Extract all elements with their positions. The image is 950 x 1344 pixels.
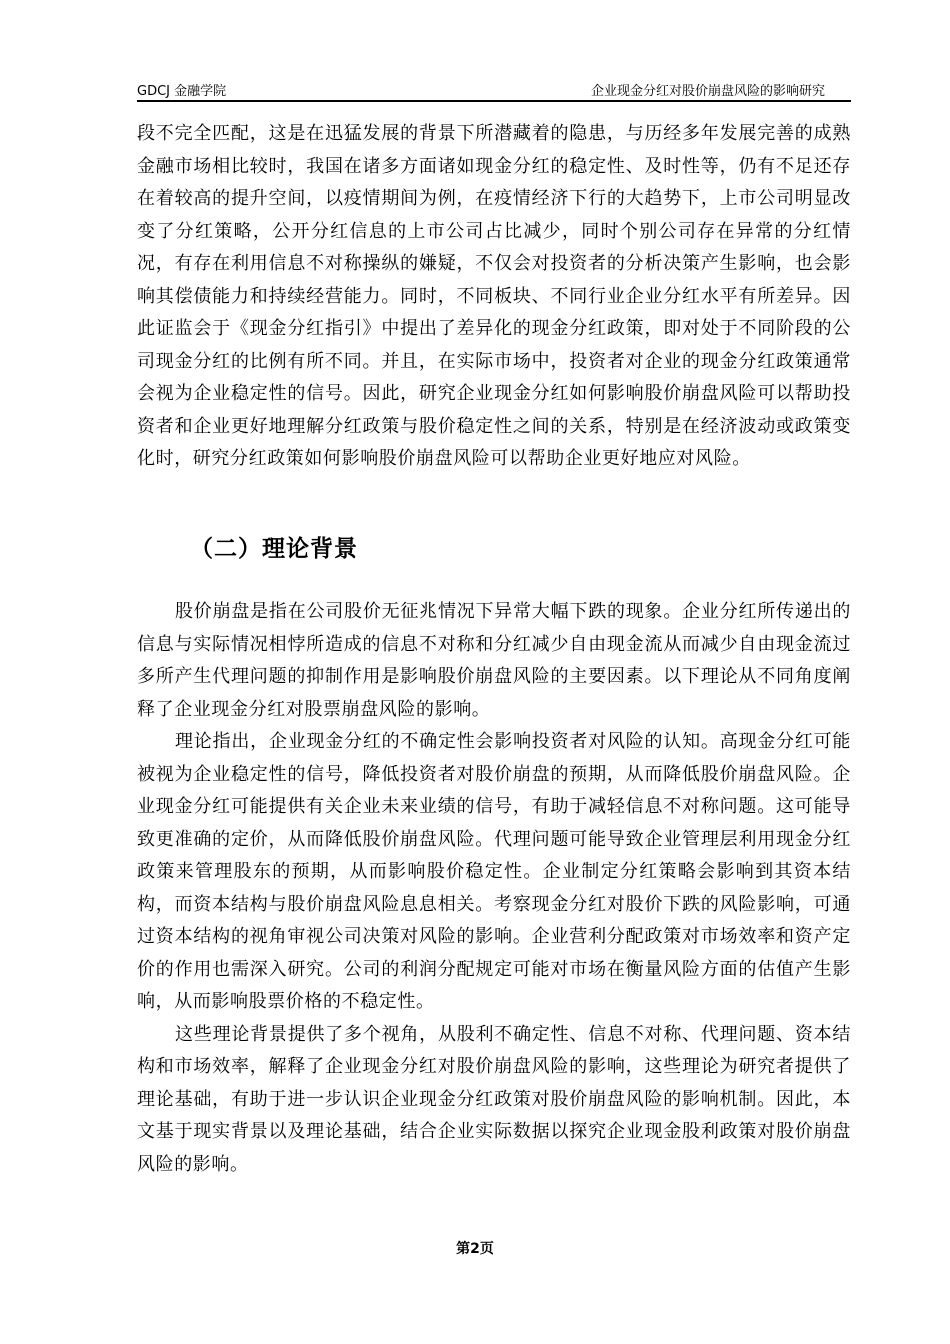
paragraph: 理论指出，企业现金分红的不确定性会影响投资者对风险的认知。高现金分红可能被视为企业稳定性的信号，降低投资者对股价崩盘的预期，从而降低股价崩盘风险。企业现金分红可能提供有关企业未来业绩的信号，有助于减轻信息不对称问题。这可能导致更准确的定价，从而降低股价崩盘风险。代理问题可能导致企业管理层利用现金分红政策来管理股东的预期，从而影响股价稳定性。企业制定分红策略会影响到其资本结构，而资本结构与股价崩盘风险息息相关。考察现金分红对股价下跌的风险影响，可通过资本结构的视角审视公司决策对风险的影响。企业营利分配政策对市场效率和资产定价的作用也需深入研究。公司的利润分配规定可能对市场在衡量风险方面的估值产生影响，从而影响股票价格的不稳定性。 [137, 731, 851, 1012]
page-header [137, 78, 851, 102]
body-text-top [137, 118, 851, 476]
body-text-bottom [137, 596, 851, 1181]
paragraph: 股价崩盘是指在公司股价无征兆情况下异常大幅下跌的现象。企业分红所传递出的信息与实际情况相悖所造成的信息不对称和分红减少自由现金流从而减少自由现金流过多所产生代理问题的抑制作用是影响股价崩盘风险的主要因素。以下理论从不同角度阐释了企业现金分红对股票崩盘风险的影响。 [137, 601, 851, 720]
section-heading: （二）理论背景 [190, 536, 358, 562]
paragraph: 段不完全匹配，这是在迅猛发展的背景下所潜藏着的隐患，与历经多年发展完善的成熟金融市场相比较时，我国在诸多方面诸如现金分红的稳定性、及时性等，仍有不足还存在着较高的提升空间，以疫情期间为例，在疫情经济下行的大趋势下，上市公司明显改变了分红策略，公开分红信息的上市公司占比减少，同时个别公司存在异常的分红情况，有存在利用信息不对称操纵的嫌疑，不仅会对投资者的分析决策产生影响，也会影响其偿债能力和持续经营能力。同时，不同板块、不同行业企业分红水平有所差异。因此证监会于《现金分红指引》中提出了差异化的现金分红政策，即对处于不同阶段的公司现金分红的比例有所不同。并且，在实际市场中，投资者对企业的现金分红政策通常会视为企业稳定性的信号。因此，研究企业现金分红如何影响股价崩盘风险可以帮助投资者和企业更好地理解分红政策与股价稳定性之间的关系，特别是在经济波动或政策变化时，研究分红政策如何影响股价崩盘风险可以帮助企业更好地应对风险。 [137, 123, 851, 469]
paragraph: 这些理论背景提供了多个视角，从股利不确定性、信息不对称、代理问题、资本结构和市场效率，解释了企业现金分红对股价崩盘风险的影响，这些理论为研究者提供了理论基础，有助于进一步认识企业现金分红政策对股价崩盘风险的影响机制。因此，本文基于现实背景以及理论基础，结合企业实际数据以探究企业现金股利政策对股价崩盘风险的影响。 [137, 1023, 851, 1175]
page-number: 第2页 [456, 1241, 494, 1257]
header-title: 企业现金分红对股价崩盘风险的影响研究 [590, 84, 825, 99]
header-institution: GDCJ 金融学院 [137, 84, 227, 99]
